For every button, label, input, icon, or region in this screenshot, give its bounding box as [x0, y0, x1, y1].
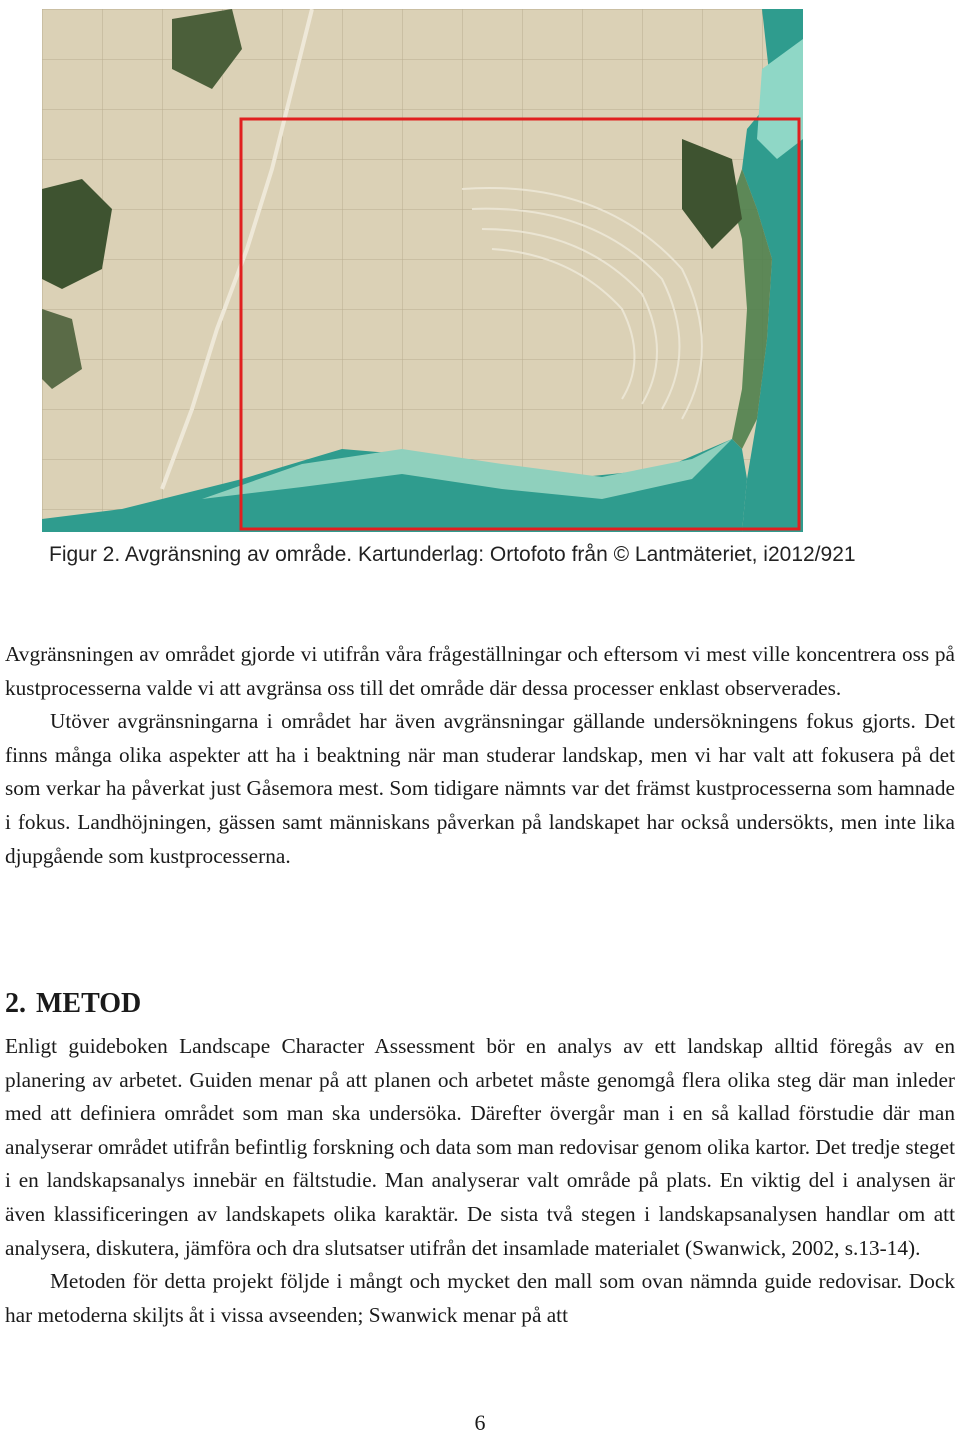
paragraph-method-continued: Metoden för detta projekt följde i mångt och mycket den mall som ovan nämnda guide redovisar. Dock har metoderna skiljts åt i vissa avseenden; Swanwick menar på att — [5, 1269, 955, 1327]
page-number: 6 — [474, 1410, 486, 1435]
paragraph-focus: Utöver avgränsningarna i området har även avgränsningar gällande undersökningens fokus gjorts. Det finns många olika aspekter att ha i beaktning när man studerar landskap, men vi har valt att fokusera på det som verkar ha påverkat just Gåsemora mest. Som tidigare nämnts var det främst kustprocesserna som hamnade i fokus. Landhöjningen, gässen samt människans påverkan på landskapet har också undersökts, men inte lika djupgående som kustprocesserna. — [5, 709, 955, 868]
intro-section — [5, 638, 955, 873]
aerial-orthophoto — [42, 9, 803, 532]
section-title: METOD — [36, 988, 142, 1019]
paragraph-method: Enligt guideboken Landscape Character Assessment bör en analys av ett landskap alltid föregås av en planering av arbetet. Guiden menar på att planen och arbetet måste genomgå flera olika steg där man inleder med att definiera området som man ska undersöka. Därefter övergår man i en så kallad förstudie där man analyserar området utifrån befintlig forskning och data som man redovisar genom olika kartor. Det tredje steget i en landskapsanalys innebär en fältstudie. Man analyserar valt område på plats. En viktig del i analysen är även klassificeringen av landskapets olika karaktär. De sista två stegen i landskapsanalysen handlar om att analysera, diskutera, jämföra och dra slutsatser utifrån det insamlade materialet (Swanwick, 2002, s.13-14). — [5, 1034, 955, 1260]
orthophoto-map — [42, 9, 803, 532]
method-section — [5, 1030, 955, 1332]
section-heading — [5, 985, 141, 1023]
figure-caption: Figur 2. Avgränsning av område. Kartunderlag: Ortofoto från © Lantmäteriet, i2012/921 — [49, 543, 856, 566]
section-number: 2. — [5, 988, 26, 1019]
paragraph-delimitation: Avgränsningen av området gjorde vi utifrån våra frågeställningar och eftersom vi mest ville koncentrera oss på kustprocesserna valde vi att avgränsa oss till det område där dessa processer enklast observerades. — [5, 642, 955, 700]
